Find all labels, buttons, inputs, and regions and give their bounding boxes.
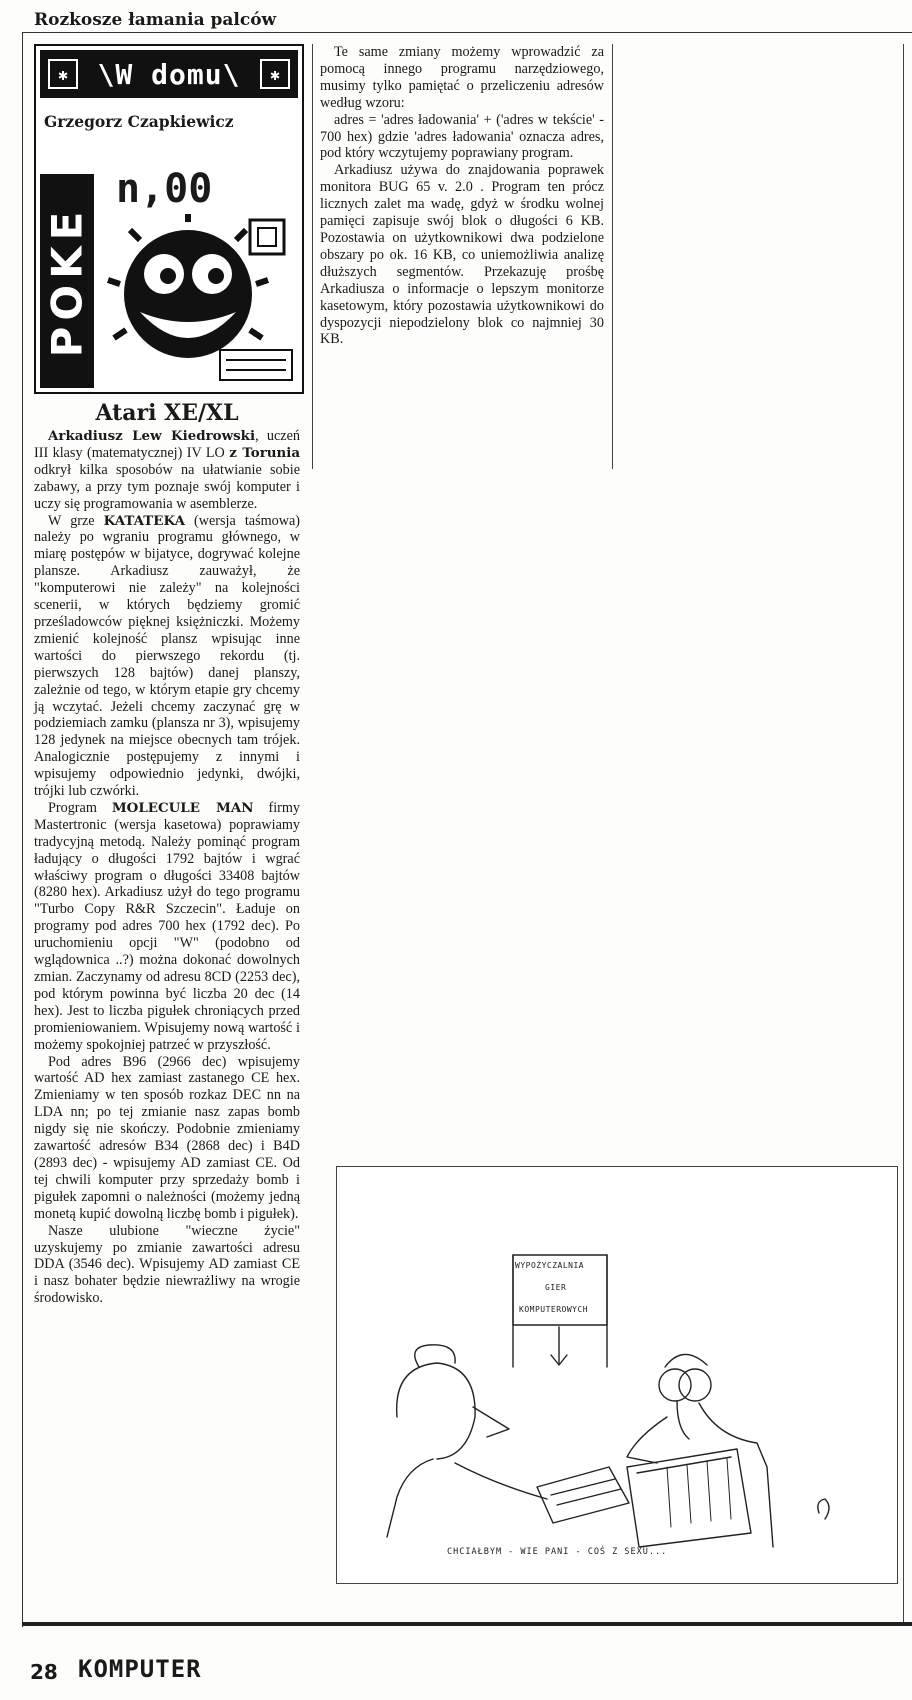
sign-line-1: WYPOŻYCZALNIA [515,1261,585,1270]
paragraph: Nasze ulubione "wieczne życie" uzyskujemy po zmianie zawartości adresu DDA (3546 dec). Wpisujemy AD zamiast CE i nasz bohater będzie niewrażliwy na wrogie środowisko. [34,1222,300,1307]
bug-icon: ✱ [48,59,78,89]
left-rule [22,32,23,1627]
cartoon-drawing [337,1167,897,1583]
author-name: Grzegorz Czapkiewicz [44,112,234,131]
cartoon-illustration [336,1166,898,1584]
paragraph [34,800,300,1054]
top-rule [22,32,912,33]
right-rule [903,44,904,1624]
paragraph: Pod adres B96 (2966 dec) wpisujemy wartość AD hex zamiast zastanego CE hex. Zmieniamy w ten sposób rozkaz DEC nn na LDA nn; po tej zmianie nasz zapas bomb nigdy się nie skończy. Podobnie zmieniamy zawartość adresów B34 (2868 dec) i B4D (2893 dec) - wpisujemy AD zamiast CE. Od tej chwili komputer przy sprzedaży bomb i pigułek zapomni o należności (możemy jedną monetą kupić dowolną liczbę bomb i pigułek). [34,1053,300,1222]
paragraph: adres = 'adres ładowania' + ('adres w tekście' - 700 hex) gdzie 'adres ładowania' oznacza adres, pod który wczytujemy poprawiany program. [320,111,604,162]
paragraph: Arkadiusz używa do znajdowania poprawek monitora BUG 65 v. 2.0 . Program ten prócz licznych zalet ma wadę, gdyż w środku wolnej pamięci zapisuje swój blok o długości 6 KB. Pozostawia on użytkownikowi dwa podzielone obszary po ok. 16 KB, co uniemożliwia analizę dłuższych segmentów. Przekazuję prośbę Arkadiusza o informacje o lepszym monitorze kasetowym, który pozostawia użytkownikowi do dyspozycji niepodzielony blok co najmniej 30 KB. [320,162,604,348]
mascot-illustration [100,214,296,386]
bottom-rule [22,1622,912,1626]
poke-word: POKE [42,205,92,357]
paragraph [34,428,300,513]
column-name: \W domu\ [97,57,241,91]
paragraph [34,513,300,800]
column-header-box [34,44,304,394]
poke-value: n,00 [116,166,213,212]
bug-icon: ✱ [260,59,290,89]
article-column-2 [320,44,604,348]
column-rule-1 [312,44,313,469]
page-number: 28 [30,1660,58,1684]
paragraph: Te same zmiany możemy wprowadzić za pomocą innego programu narzędziowego, musimy tylko pamiętać o przeliczeniu adresów według wzoru: [320,44,604,111]
paragraph-text: W grze [48,512,104,529]
section-title: Rozkosze łamania palców [34,10,277,30]
article-column-1 [34,428,300,1307]
article-heading: Atari XE/XL [95,400,239,426]
magazine-logo: KOMPUTER [78,1655,202,1683]
person-name: Arkadiusz Lew Kiedrowski [48,428,256,444]
poke-strip [40,174,94,388]
game-title: MOLECULE MAN [111,799,254,816]
cartoon-caption: CHCIAŁBYM - WIE PANI - COŚ Z SEXU... [447,1547,668,1557]
sign-line-3: KOMPUTEROWYCH [519,1305,589,1314]
paragraph-text: Program [48,799,112,816]
paragraph-text: (wersja taśmowa) należy po wgraniu programu głównego, w miarę postępów w bijatyce, dogrywać kolejne plansze. Arkadiusz zauważył, że "komputerowi nie zależy" na kolejności scenerii, w których będziemy gromić prześladowców pięknej księżniczki. Możemy zmienić kolejność plansz wpisując inne wartości do pierwszego rekordu (tj. pierwszych 128 bajtów) danej planszy, zależnie od tego, w którym etapie gry chcemy ją wczytać. Jeżeli chcemy zaczynać grę w podziemiach zamku (plansza nr 3), wpisujemy 128 jedynek na miejsce obecnych tam trójek. Analogicznie postępujemy z innymi i wpisujemy odpowiednio jedynki, dwójki, trójki lub czwórki. [34,512,300,800]
paragraph-text: firmy Mastertronic (wersja kasetowa) poprawiamy tradycyjną metodą. Należy pominąć program ładujący o długości 1792 bajtów i wgrać właściwy program o długości 33408 bajtów (8280 hex). Arkadiusz użył do tego programu "Turbo Copy R&R Szczecin". Ładuje on programy pod adres 700 hex (1792 dec). Po uruchomieniu opcji "W" (podobno od wglądownica ..?) można dokonać dowolnych zmian. Zaczynamy od adresu 8CD (2253 dec), pod którym powinna być liczba 20 dec (14 hex). Jest to liczba pigułek chroniących przed promieniowaniem. Wpisujemy nową wartość i możemy spokojniej patrzeć w przyszłość. [34,799,300,1053]
game-title: KATATEKA [103,512,185,529]
city-name: z Torunia [229,444,300,461]
paragraph-text: odkrył kilka sposobów na ułatwianie sobie zabawy, a przy tym poznaje swój komputer i uczy się programowania w asemblerze. [34,461,300,512]
paragraph-text: , uczeń III klasy (matematycznej) IV LO [34,428,300,461]
sign-line-2: GIER [545,1283,567,1292]
column-rule-2 [612,44,613,469]
column-banner [40,50,298,98]
